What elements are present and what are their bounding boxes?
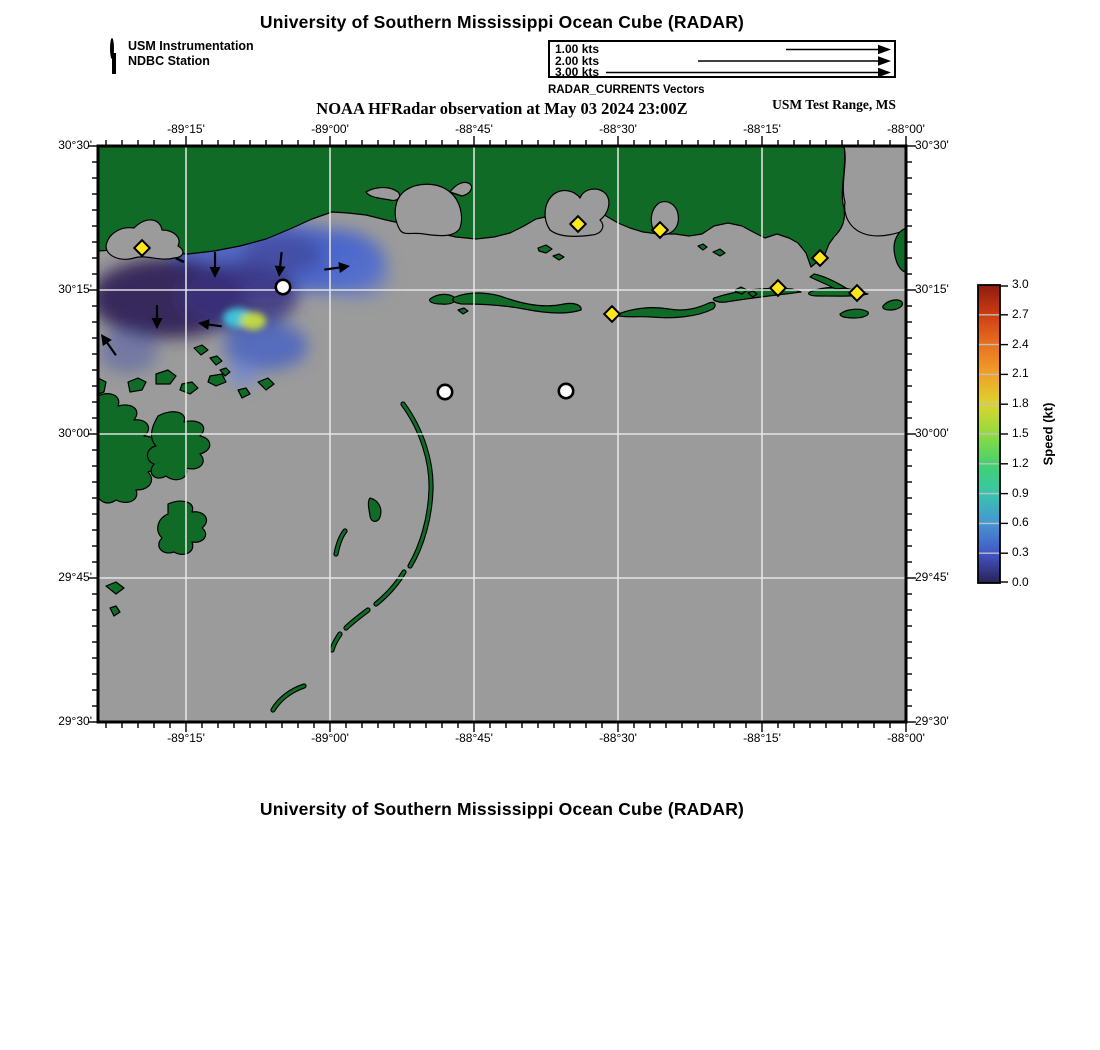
colorbar-tick-label: 0.9 — [1012, 485, 1029, 500]
colorbar-tick-label: 1.8 — [1012, 396, 1029, 411]
lat-label-left: 30°00' — [58, 426, 92, 440]
lon-label-top: -89°15' — [167, 122, 205, 136]
colorbar-tick-label: 3.0 — [1012, 277, 1029, 291]
speed-spot — [240, 312, 266, 330]
footer-title: University of Southern Mississippi Ocean Cube (RADAR) — [259, 799, 745, 819]
lat-label-right: 30°30' — [915, 138, 949, 152]
mobile-bay — [843, 146, 906, 236]
colorbar-tick-label: 1.2 — [1012, 455, 1029, 470]
colorbar-tick-label: 2.7 — [1012, 306, 1029, 321]
lat-label-left: 29°45' — [58, 570, 92, 584]
legend-label-ndbc: NDBC Station — [128, 53, 210, 68]
vector-scale-2kt-label: 2.00 kts — [555, 53, 600, 68]
colorbar-tick-label: 0.0 — [1012, 575, 1029, 589]
vector-scale-arrows — [550, 42, 894, 79]
lon-label-top: -88°45' — [455, 122, 493, 136]
usm-instrument-marker — [438, 385, 452, 399]
page-title: University of Southern Mississippi Ocean Cube (RADAR) — [259, 12, 745, 32]
legend-row-usm — [112, 38, 254, 53]
lat-label-left: 30°15' — [58, 282, 92, 296]
lon-label-bottom: -88°30' — [599, 731, 637, 745]
current-arrow-shaft — [280, 252, 281, 266]
vector-scale-3kt-label: 3.00 kts — [555, 65, 600, 79]
legend-row-ndbc — [112, 53, 254, 68]
legend-label-usm: USM Instrumentation — [128, 38, 254, 53]
colorbar-title: Speed (kt) — [1040, 402, 1056, 466]
lat-label-left: 29°30' — [58, 714, 92, 728]
lat-label-right: 30°00' — [915, 426, 949, 440]
lat-label-right: 29°30' — [915, 714, 949, 728]
map-panel — [98, 146, 906, 722]
speed-blob — [224, 322, 308, 370]
colorbar-canvas — [978, 285, 1000, 583]
speed-blob — [227, 362, 259, 386]
colorbar-tick-label: 0.6 — [1012, 515, 1029, 530]
lon-label-top: -88°15' — [743, 122, 781, 136]
vector-legend-caption: RADAR_CURRENTS Vectors — [548, 84, 705, 96]
lon-label-top: -89°00' — [311, 122, 349, 136]
vector-scale-1kt-label: 1.00 kts — [555, 42, 600, 56]
scale-arrow-head — [878, 45, 891, 55]
lat-label-right: 30°15' — [915, 282, 949, 296]
lat-label-left: 30°30' — [58, 138, 92, 152]
lon-label-bottom: -88°45' — [455, 731, 493, 745]
scale-arrow-head — [878, 68, 891, 76]
map-canvas — [98, 146, 906, 722]
lat-label-right: 29°45' — [915, 570, 949, 584]
lon-label-bottom: -88°15' — [743, 731, 781, 745]
circle-marker-icon — [112, 40, 124, 52]
lon-label-top: -88°00' — [887, 122, 925, 136]
lon-label-top: -88°30' — [599, 122, 637, 136]
usm-instrument-marker — [276, 280, 290, 294]
lon-label-bottom: -88°00' — [887, 731, 925, 745]
scale-arrow-head — [878, 56, 891, 66]
lon-label-bottom: -89°15' — [167, 731, 205, 745]
region-label: USM Test Range, MS — [772, 97, 896, 112]
usm-instrument-marker — [559, 384, 573, 398]
vector-scale-legend — [548, 40, 896, 78]
colorbar-tick-label: 0.3 — [1012, 545, 1029, 560]
colorbar-tick-label: 2.1 — [1012, 366, 1029, 381]
colorbar-tick-label: 2.4 — [1012, 336, 1029, 351]
station-legend — [112, 38, 254, 68]
colorbar-tick-label: 1.5 — [1012, 426, 1029, 440]
colorbar-panel — [978, 285, 1000, 583]
lon-label-bottom: -89°00' — [311, 731, 349, 745]
observation-subtitle: NOAA HFRadar observation at May 03 2024 23:00Z — [316, 99, 688, 118]
diamond-marker-icon — [112, 55, 124, 67]
speed-blob — [98, 329, 158, 373]
